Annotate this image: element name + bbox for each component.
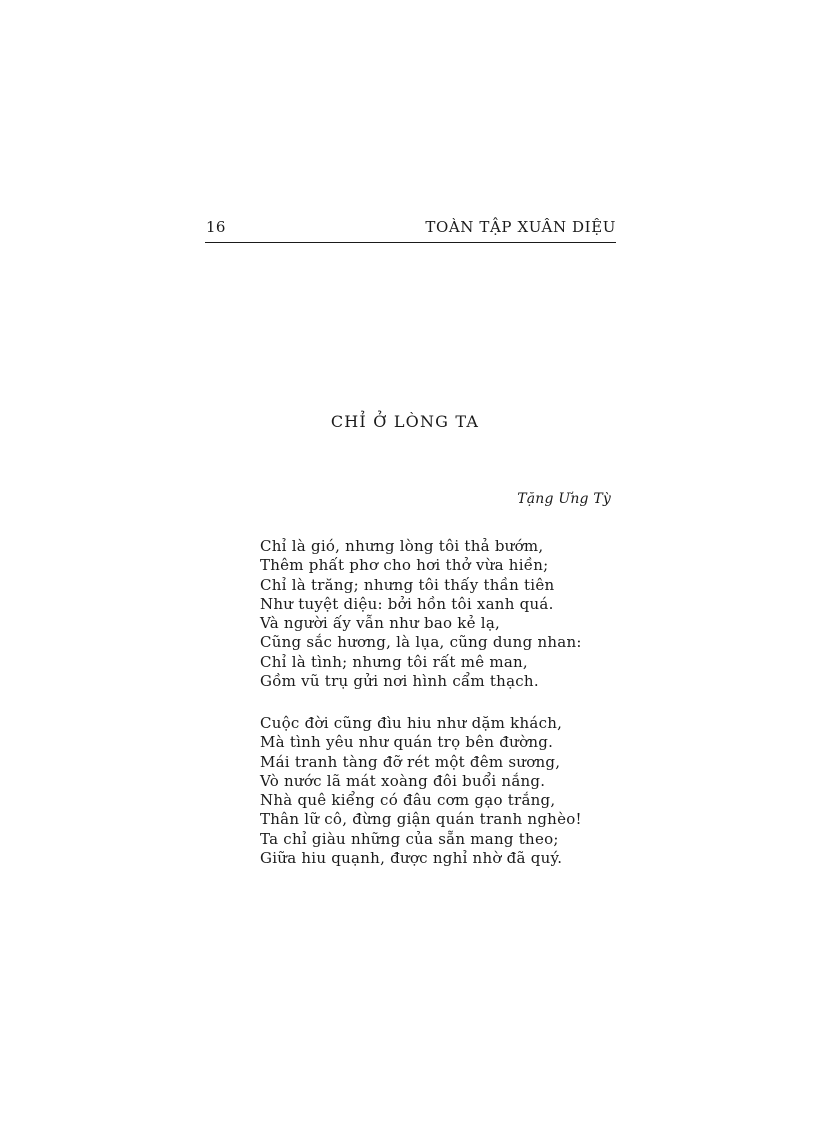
running-title: TOÀN TẬP XUÂN DIỆU <box>425 218 616 236</box>
dedication: Tặng Ưng Tỳ <box>517 491 611 507</box>
page-number: 16 <box>206 218 226 236</box>
poem-line: Cũng sắc hương, là lụa, cũng dung nhan: <box>260 633 582 652</box>
poem-line: Chỉ là trăng; nhưng tôi thấy thần tiên <box>260 575 555 594</box>
poem-line: Và người ấy vẫn như bao kẻ lạ, <box>260 614 501 633</box>
page-header <box>205 216 616 243</box>
poem-title-text: CHỈ Ở LÒNG TA <box>330 412 480 431</box>
stanza-1 <box>260 537 582 691</box>
poem-line: Như tuyệt diệu: bởi hồn tôi xanh quá. <box>260 594 554 613</box>
poem-line: Giữa hiu quạnh, được nghỉ nhờ đã quý. <box>260 849 563 868</box>
poem-title <box>0 412 816 431</box>
poem-line: Chỉ là gió, nhưng lòng tôi thả bướm, <box>260 537 544 555</box>
stanza-2 <box>260 714 582 868</box>
poem-line: Mà tình yêu như quán trọ bên đường. <box>260 733 554 752</box>
poem-line: Cuộc đời cũng đìu hiu như dặm khách, <box>260 714 563 732</box>
poem-line: Ta chỉ giàu những của sẵn mang theo; <box>260 829 559 848</box>
poem-line: Mái tranh tàng đỡ rét một đêm sương, <box>260 752 561 771</box>
poem-line: Thân lữ cô, đừng giận quán tranh nghèo! <box>260 810 582 829</box>
poem-line: Nhà quê kiểng có đâu cơm gạo trắng, <box>260 791 556 810</box>
poem-line: Chỉ là tình; nhưng tôi rất mê man, <box>260 652 528 671</box>
poem-line: Gồm vũ trụ gửi nơi hình cẩm thạch. <box>260 672 539 691</box>
poem-line: Vò nước lã mát xoàng đôi buổi nắng. <box>260 771 546 790</box>
poem-line: Thêm phất phơ cho hơi thở vừa hiền; <box>260 556 549 575</box>
